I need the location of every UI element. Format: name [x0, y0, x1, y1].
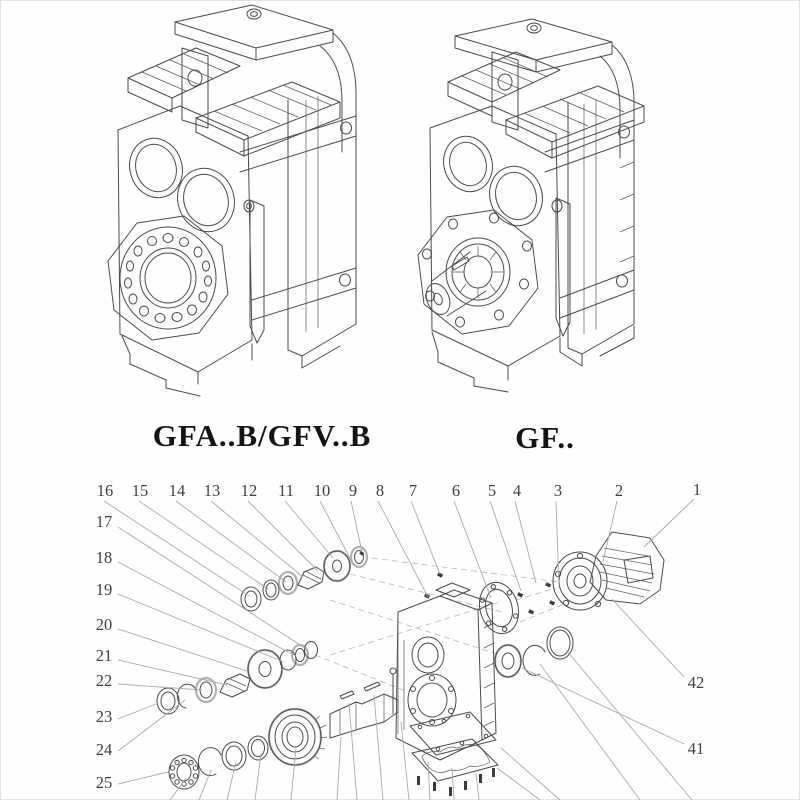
fastener-bolts	[359, 551, 555, 614]
callout-12: 12	[240, 480, 258, 500]
pinion-shaft	[298, 567, 324, 589]
callout-10: 10	[313, 480, 331, 500]
model-label-right: GF..	[515, 420, 575, 455]
flange-bolt-holes	[423, 213, 532, 327]
lifting-plug	[527, 23, 541, 33]
callout-17: 17	[95, 511, 113, 531]
callout-24: 24	[95, 739, 113, 759]
gearbox-drawing-solid-shaft	[418, 19, 644, 392]
callout-6: 6	[451, 480, 461, 500]
callout-5: 5	[487, 480, 497, 500]
bearing-rollers	[125, 234, 212, 323]
output-gear	[269, 709, 327, 765]
callout-18: 18	[95, 547, 113, 567]
gasket	[410, 712, 496, 755]
callout-22: 22	[95, 670, 113, 690]
model-label-left: GFA..B/GFV..B	[152, 418, 372, 453]
output-shaft-part	[330, 682, 398, 738]
callout-19: 19	[95, 579, 113, 599]
callout-41: 41	[687, 738, 705, 758]
shaft-key	[364, 682, 380, 691]
callout-21: 21	[95, 645, 113, 665]
callout-4: 4	[512, 480, 522, 500]
oil-pan-cover	[412, 739, 498, 781]
bearing-cage-spokes	[453, 246, 503, 298]
callout-25: 25	[95, 772, 113, 792]
callout-14: 14	[168, 480, 186, 500]
callout-7: 7	[408, 480, 418, 500]
bracket-hole	[188, 70, 202, 86]
callout-16: 16	[96, 480, 114, 500]
callout-3: 3	[553, 480, 563, 500]
output-shaft-assembly	[169, 682, 398, 789]
lifting-plug	[247, 9, 261, 19]
callout-1: 1	[692, 479, 702, 499]
exploded-view	[157, 532, 664, 796]
snap-ring	[198, 748, 221, 776]
ball-bearing	[169, 755, 199, 789]
assembly-axis	[372, 558, 560, 582]
callout-9: 9	[348, 480, 358, 500]
callout-42: 42	[687, 672, 705, 692]
input-bearing-rings	[495, 627, 573, 677]
callout-8: 8	[375, 480, 385, 500]
gearbox-drawing-hollow-shaft	[108, 5, 356, 396]
callout-2: 2	[614, 480, 624, 500]
callout-15: 15	[131, 480, 149, 500]
callout-11: 11	[278, 480, 294, 500]
shaft-key	[340, 691, 354, 699]
callout-23: 23	[95, 706, 113, 726]
callout-13: 13	[203, 480, 221, 500]
leader-lines	[104, 499, 694, 800]
callout-20: 20	[95, 614, 113, 634]
